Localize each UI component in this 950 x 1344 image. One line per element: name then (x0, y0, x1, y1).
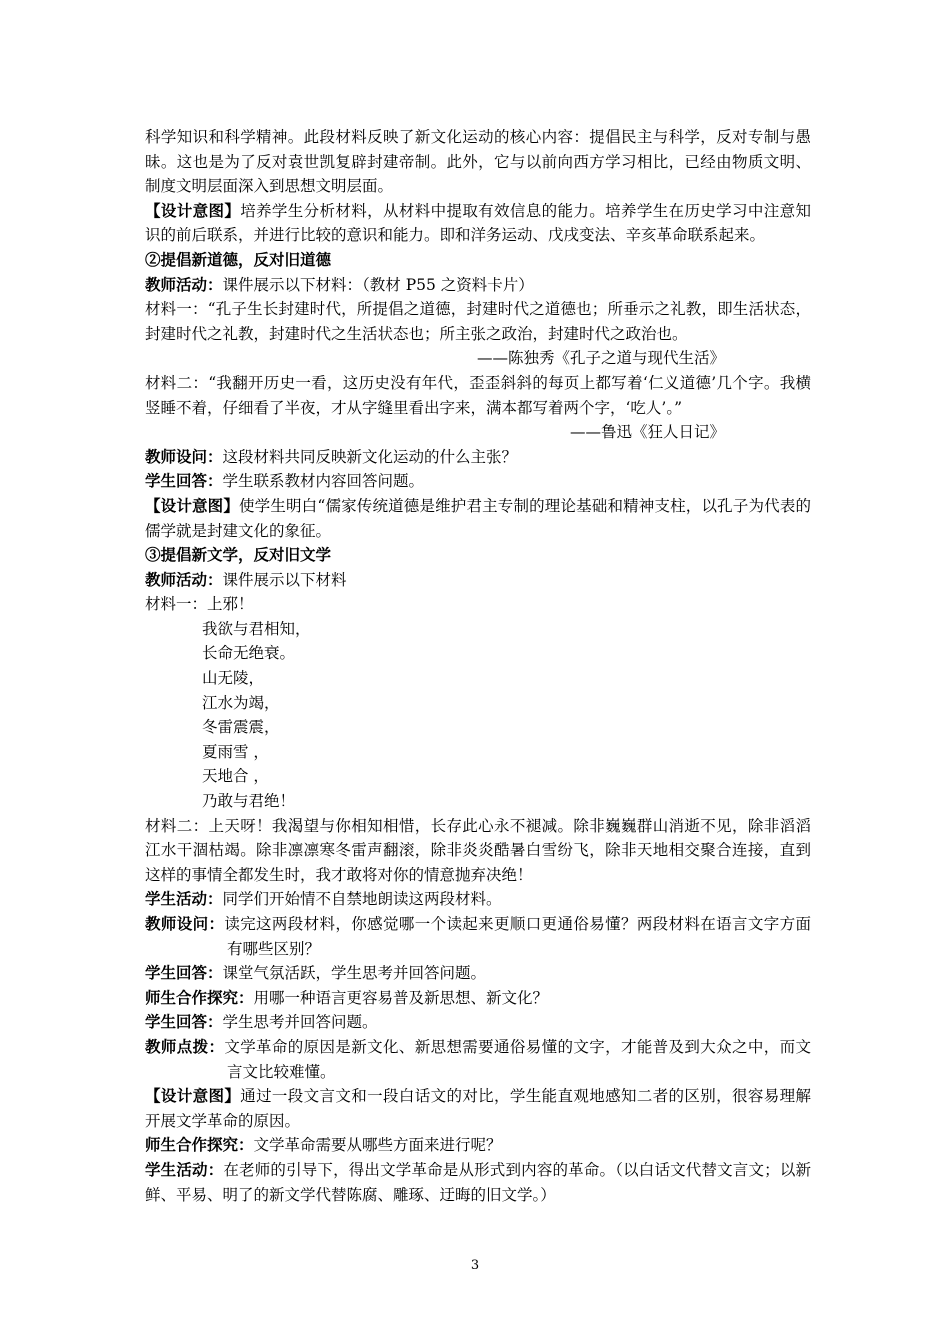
material-label: 材料一： (145, 300, 208, 319)
cooperative-inquiry-label: 师生合作探究： (145, 1135, 254, 1155)
student-answer-1 (145, 469, 811, 494)
poem-line: 乃敢与君绝！ (202, 792, 296, 811)
poem-line: 我欲与君相知， (202, 619, 311, 638)
teacher-question-label: 教师设问： (145, 914, 225, 933)
student-answer-label: 学生回答： (145, 963, 223, 983)
teacher-question-text: 这段材料共同反映新文化运动的什么主张？ (222, 447, 518, 466)
poem-line: 冬雷震震， (202, 718, 280, 737)
material-text: “我翻开历史一看，这历史没有年代，歪歪斜斜的每页上都写着‘仁义道德’几个字。我横竖睡不着，仔细看了半夜，才从字缝里看出字来，满本都写着两个字，‘吃人’。” (145, 373, 811, 417)
poem-line: 山无陵， (202, 669, 265, 688)
teacher-guidance (145, 1035, 811, 1084)
student-activity-label: 学生活动： (145, 1159, 224, 1179)
material-2-source: ——鲁迅《狂人日记》 (569, 423, 725, 442)
student-answer-text: 学生联系教材内容回答问题。 (222, 472, 425, 491)
teacher-question-1 (145, 445, 811, 470)
cooperative-inquiry-text: 文学革命需要从哪些方面来进行呢？ (253, 1136, 502, 1155)
design-intent-text: 使学生明白“儒家传统道德是维护君主专制的理论基础和精神支柱，以孔子为代表的儒学就是封建文化的象征。 (145, 496, 811, 540)
design-intent-text: 通过一段文言文和一段白话文的对比，学生能直观地感知二者的区别，很容易理解开展文学革命的原因。 (145, 1087, 811, 1130)
student-activity-text: 同学们开始情不自禁地朗读这两段材料。 (222, 890, 502, 909)
student-answer-text: 课堂气氛活跃，学生思考并回答问题。 (222, 964, 487, 983)
material-label: 材料二： (145, 373, 209, 392)
poem-line: 夏雨雪 ， (202, 742, 269, 761)
section-heading-2: ②提倡新道德，反对旧道德 (145, 249, 332, 269)
cooperative-inquiry-label: 师生合作探究： (145, 987, 254, 1007)
page-content (145, 125, 811, 1207)
poem-line: 江水为竭， (202, 693, 280, 712)
teacher-activity-label: 教师活动： (145, 569, 223, 589)
student-activity-1 (145, 887, 811, 912)
teacher-activity-2 (145, 568, 811, 593)
cooperative-inquiry-2 (145, 1133, 811, 1158)
teacher-activity-text: 课件展示以下材料 (222, 570, 347, 589)
design-intent-1 (145, 199, 811, 248)
student-activity-2 (145, 1158, 811, 1207)
teacher-activity-1 (145, 273, 811, 298)
student-activity-text: 在老师的引导下，得出文学革命是从形式到内容的革命。（以白话文代替文言文；以新鲜、平易、明了的新文学代替陈腐、雕琢、迂晦的旧文学。） (145, 1160, 811, 1204)
teacher-activity-text: 课件展示以下材料：（教材 P55 之资料卡片） (222, 275, 534, 294)
cooperative-inquiry-text: 用哪一种语言更容易普及新思想、新文化？ (253, 988, 549, 1007)
student-answer-label: 学生回答： (145, 1012, 223, 1032)
material-text: “孔子生长封建时代，所提倡之道德，封建时代之道德也；所垂示之礼教，即生活状态，封建时代之礼教，封建时代之生活状态也；所主张之政治，封建时代之政治也。 (145, 300, 811, 343)
design-intent-label: 【设计意图】 (145, 495, 240, 515)
material-1 (145, 297, 811, 346)
teacher-guidance-label: 教师点拨： (145, 1036, 225, 1056)
poem-line: 天地合 ， (202, 767, 269, 786)
material-1-source: ——陈独秀《孔子之道与现代生活》 (476, 349, 725, 368)
teacher-activity-label: 教师活动： (145, 274, 223, 294)
material-text: 上天呀！我渴望与你相知相惜，长存此心永不褪减。除非巍巍群山消逝不见，除非滔滔江水干涸枯竭。除非凛凛寒冬雷声翻滚，除非炎炎酷暑白雪纷飞，除非天地相交聚合连接，直到这样的事情全都发生时，我才敢将对你的情意抛弃决绝！ (145, 816, 811, 884)
poem-line: 长命无绝衰。 (202, 644, 296, 663)
teacher-question-label: 教师设问： (145, 446, 223, 466)
material-3 (145, 592, 811, 617)
material-2 (145, 371, 811, 420)
design-intent-label: 【设计意图】 (145, 1086, 241, 1106)
cooperative-inquiry-1 (145, 986, 811, 1011)
poem-block (145, 617, 811, 814)
design-intent-2 (145, 494, 811, 543)
student-activity-label: 学生活动： (145, 889, 223, 909)
teacher-question-text: 读完这两段材料，你感觉哪一个读起来更顺口更通俗易懂？两段材料在语言文字方面有哪些区别？ (224, 915, 811, 958)
teacher-question-2 (145, 912, 811, 961)
student-answer-label: 学生回答： (145, 471, 223, 491)
material-4 (145, 814, 811, 888)
student-answer-3 (145, 1010, 811, 1035)
student-answer-text: 学生思考并回答问题。 (222, 1013, 378, 1032)
page-number: 3 (470, 1258, 480, 1273)
material-label: 材料二： (145, 816, 209, 835)
student-answer-2 (145, 961, 811, 986)
section-heading-3: ③提倡新文学，反对旧文学 (145, 545, 332, 565)
design-intent-label: 【设计意图】 (145, 200, 241, 220)
teacher-guidance-text: 文学革命的原因是新文化、新思想需要通俗易懂的文字，才能普及到大众之中，而文言文比较难懂。 (224, 1037, 811, 1081)
design-intent-text: 培养学生分析材料，从材料中提取有效信息的能力。培养学生在历史学习中注意知识的前后联系，并进行比较的意识和能力。即和洋务运动、戊戌变法、辛亥革命联系起来。 (145, 201, 811, 245)
material-label: 材料一： (145, 595, 208, 614)
design-intent-3 (145, 1084, 811, 1133)
material-text: 上邪！ (207, 595, 254, 614)
intro-paragraph: 科学知识和科学精神。此段材料反映了新文化运动的核心内容：提倡民主与科学，反对专制与愚昧。这也是为了反对袁世凯复辟封建帝制。此外，它与以前向西方学习相比，已经由物质文明、制度文明层面深入到思想文明层面。 (145, 128, 811, 196)
